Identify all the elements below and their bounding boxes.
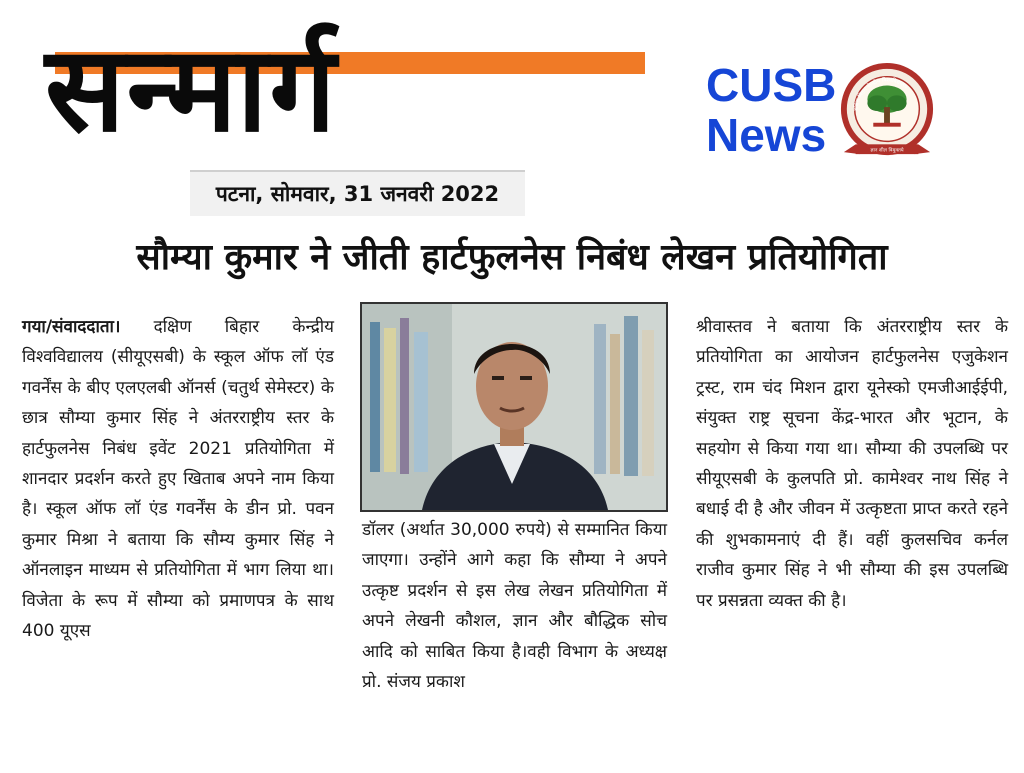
cusb-label-line2: News bbox=[706, 109, 827, 161]
article-byline: गया/संवाददाता। bbox=[22, 317, 121, 337]
dateline: पटना, सोमवार, 31 जनवरी 2022 bbox=[190, 170, 525, 216]
seal-tree-icon bbox=[838, 62, 936, 160]
article-headline: सौम्या कुमार ने जीती हार्टफुलनेस निबंध लेखन प्रतियोगिता bbox=[136, 237, 888, 278]
svg-text:ज्ञान शील विमुक्तये: ज्ञान शील विमुक्तये bbox=[870, 147, 904, 154]
student-photo bbox=[360, 302, 668, 512]
cusb-news-label bbox=[706, 60, 836, 160]
article-column-left bbox=[22, 312, 334, 767]
article-column-right bbox=[696, 312, 1008, 767]
newspaper-masthead: सन्मार्ग bbox=[45, 20, 338, 158]
article-column-middle bbox=[362, 515, 667, 765]
university-seal-logo bbox=[838, 62, 936, 160]
middle-column-text: डॉलर (अर्थात 30,000 रुपये) से सम्मानित किया जाएगा। उन्होंने आगे कहा कि सौम्या ने अपने उत्कृष्ट प्रदर्शन से इस लेख लेखन प्रतियोगिता में अपने लेखनी कौशल, ज्ञान और बौद्धिक सोच आदि को साबित किया है।वही विभाग के अध्यक्ष प्रो. संजय प्रकाश bbox=[362, 520, 667, 693]
right-column-text: श्रीवास्तव ने बताया कि अंतरराष्ट्रीय स्तर के प्रतियोगिता का आयोजन हार्टफुलनेस एजुकेशन ट्रस्ट, राम चंद मिशन द्वारा यूनेस्को एमजीआईईपी, संयुक्त राष्ट्र सूचना केंद्र-भारत और भूटान, के सहयोग से किया गया था। सौम्या की उपलब्धि पर सीयूएसबी के कुलपति प्रो. कामेश्वर नाथ सिंह ने बधाई दी है और जीवन में उत्कृष्टता प्राप्त करते रहने की शुभकामनाएं दी हैं। वहीं कुलसचिव कर्नल राजीव कुमार सिंह ने भी सौम्या की इस उपलब्धि पर प्रसन्नता व्यक्त की है। bbox=[696, 317, 1008, 611]
portrait-image bbox=[362, 304, 666, 510]
left-column-text: दक्षिण बिहार केन्द्रीय विश्वविद्यालय (सीयूएसबी) के स्कूल ऑफ लॉ एंड गवर्नेंस के बीए एलएलबी ऑनर्स (चतुर्थ सेमेस्टर) के छात्र सौम्या कुमार सिंह ने अंतरराष्ट्रीय स्तर के हार्टफुलनेस निबंध इवेंट 2021 प्रतियोगिता में शानदार प्रदर्शन करते हुए खिताब अपने नाम किया है। स्कूल ऑफ लॉ एंड गवर्नेंस के डीन प्रो. पवन कुमार मिश्रा ने बताया कि सौम्य कुमार सिंह ने ऑनलाइन माध्यम से प्रतियोगिता में भाग लिया था। विजेता के रूप में सौम्या को प्रमाणपत्र के साथ 400 यूएस bbox=[22, 317, 334, 642]
cusb-label-line1: CUSB bbox=[706, 59, 837, 111]
svg-text:दक्षिण बिहार केन्द्रीय विश्ववि: दक्षिण बिहार केन्द्रीय विश्वविद्यालय bbox=[853, 77, 909, 112]
